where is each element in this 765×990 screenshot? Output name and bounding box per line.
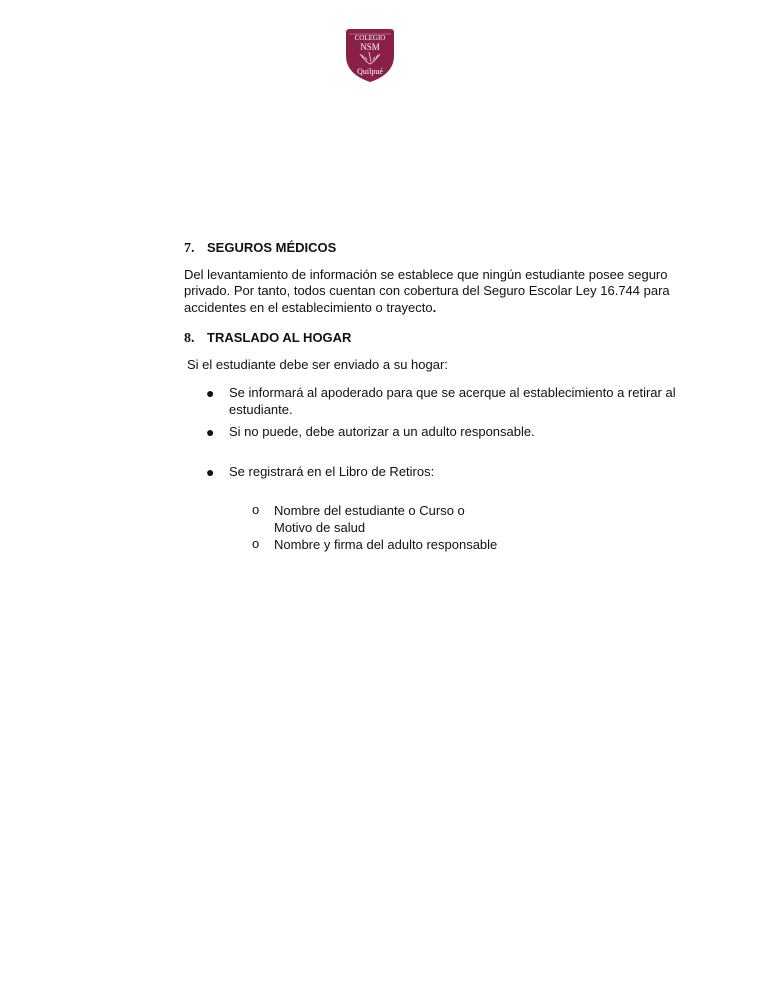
list-item-text: Si no puede, debe autorizar a un adulto responsable. [229, 424, 535, 439]
paragraph-line: Del levantamiento de información se establece que ningún estudiante posee seguro [184, 266, 668, 282]
bullet-list [184, 385, 694, 480]
section-8-heading [184, 330, 694, 348]
sub-list-item-text: Motivo de salud [274, 519, 366, 535]
list-item-text: Se informará al apoderado para que se acerque al establecimiento a retirar al [229, 385, 676, 400]
section-7-heading [184, 240, 694, 258]
document-body [184, 240, 694, 554]
paragraph-period: . [432, 299, 437, 315]
list-item-text: Se registrará en el Libro de Retiros: [229, 463, 435, 479]
section-7-number: 7. [184, 241, 195, 256]
list-item [184, 464, 694, 481]
list-item [184, 424, 694, 441]
sub-list-item-text: Nombre del estudiante o Curso o [274, 503, 465, 518]
paragraph-line: accidentes en el establecimiento o trayecto [184, 299, 433, 315]
logo-line1: COLEGIO [354, 34, 386, 42]
circle-bullet-icon: o [252, 502, 260, 517]
section-8-title: TRASLADO AL HOGAR [207, 330, 352, 345]
paragraph-line-last [184, 300, 694, 317]
circle-bullet-icon: o [252, 536, 260, 551]
bullet-icon: ● [206, 385, 215, 401]
logo-line2: NSM [360, 42, 380, 52]
school-logo [342, 26, 398, 84]
paragraph-line: privado. Por tanto, todos cuentan con cobertura del Seguro Escolar Ley 16.744 para [184, 283, 670, 298]
section-8-number: 8. [184, 331, 195, 346]
sub-list [184, 503, 694, 554]
sub-list-item [184, 503, 694, 536]
logo-line3: Quilpué [357, 67, 383, 76]
bullet-icon: ● [206, 424, 215, 440]
sub-list-item [184, 537, 694, 554]
school-crest-icon [342, 26, 398, 84]
bullet-icon: ● [206, 463, 215, 480]
list-item [184, 385, 694, 418]
sub-list-item-text: Nombre y firma del adulto responsable [274, 537, 498, 552]
section-7-title: SEGUROS MÉDICOS [207, 240, 337, 255]
section-7-paragraph [184, 267, 694, 317]
section-8-intro: Si el estudiante debe ser enviado a su hogar: [187, 356, 448, 372]
list-item-text: estudiante. [229, 401, 293, 417]
